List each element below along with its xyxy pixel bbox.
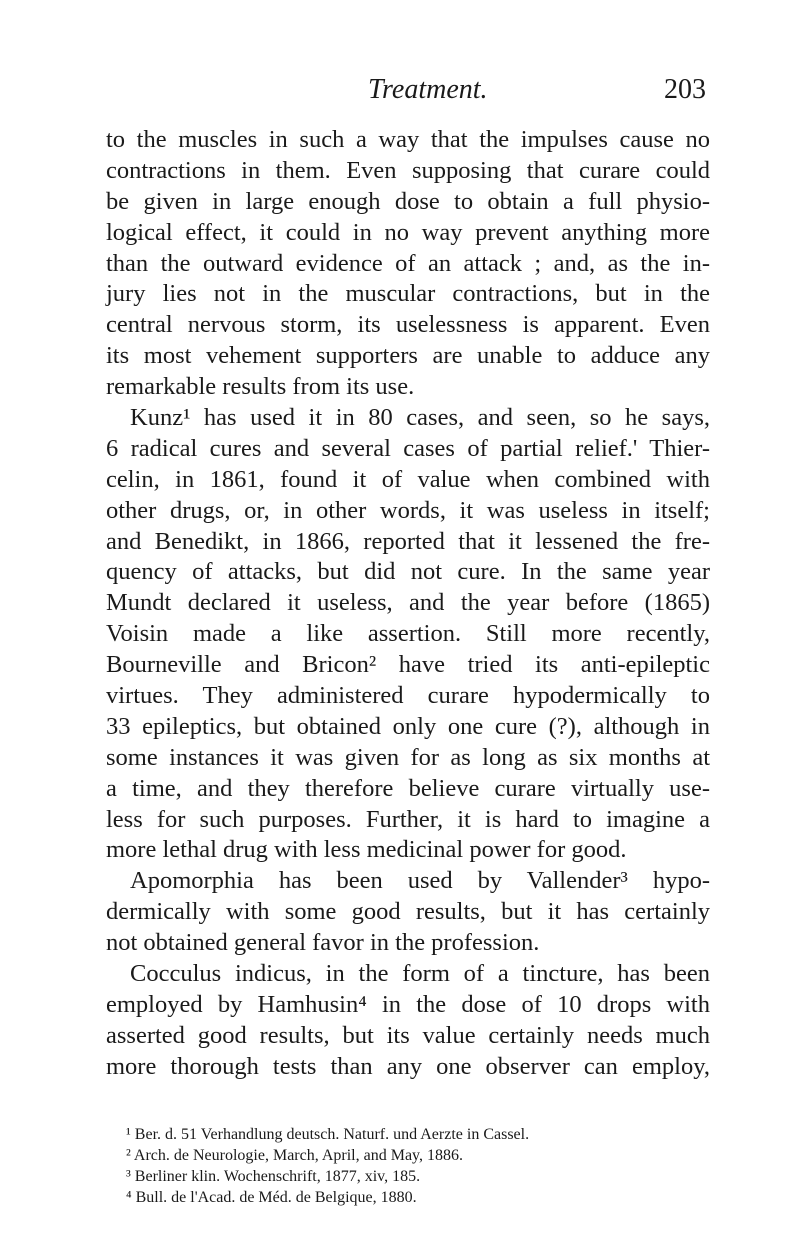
footnote: ¹ Ber. d. 51 Verhandlung deutsch. Naturf. und Aerzte in Cassel. <box>126 1126 530 1143</box>
text-line: Apomorphia has been used by Vallender³ hypo- <box>130 867 710 895</box>
text-line: more thorough tests than any one observer can employ, <box>106 1052 710 1080</box>
text-line: other drugs, or, in other words, it was useless in itself; <box>106 496 710 524</box>
text-line: contractions in them. Even supposing that curare could <box>106 156 710 184</box>
text-line: Bourneville and Bricon² have tried its anti-epileptic <box>106 651 710 679</box>
footnote: ⁴ Bull. de l'Acad. de Méd. de Belgique, 1880. <box>126 1189 417 1206</box>
footnote: ³ Berliner klin. Wochenschrift, 1877, xiv, 185. <box>126 1168 421 1185</box>
text-line: be given in large enough dose to obtain a full physio- <box>106 187 710 215</box>
running-title: Treatment. <box>368 74 488 105</box>
text-line: not obtained general favor in the profession. <box>106 929 540 957</box>
text-line: less for such purposes. Further, it is hard to imagine a <box>106 805 710 833</box>
text-line: central nervous storm, its uselessness is apparent. Even <box>106 311 710 339</box>
text-line: Voisin made a like assertion. Still more recently, <box>106 620 710 648</box>
footnotes <box>126 1124 686 1208</box>
text-line: celin, in 1861, found it of value when combined with <box>106 465 710 493</box>
text-line: dermically with some good results, but it has certainly <box>106 898 710 926</box>
page-number: 203 <box>664 74 706 105</box>
text-line: Cocculus indicus, in the form of a tincture, has been <box>130 960 710 988</box>
text-line: jury lies not in the muscular contractions, but in the <box>106 280 710 308</box>
text-line: employed by Hamhusin⁴ in the dose of 10 drops with <box>106 990 710 1018</box>
text-line: remarkable results from its use. <box>106 373 415 401</box>
text-line: more lethal drug with less medicinal power for good. <box>106 836 627 864</box>
text-line: some instances it was given for as long as six months at <box>106 743 710 771</box>
text-line: and Benedikt, in 1866, reported that it lessened the fre- <box>106 527 710 555</box>
text-line: quency of attacks, but did not cure. In the same year <box>106 558 710 586</box>
text-line: 6 radical cures and several cases of partial relief.' Thier- <box>106 434 710 462</box>
text-line: a time, and they therefore believe curare virtually use- <box>106 774 710 802</box>
footnote: ² Arch. de Neurologie, March, April, and May, 1886. <box>126 1147 464 1164</box>
text-line: its most vehement supporters are unable to adduce any <box>106 342 710 370</box>
body-text <box>106 125 710 1083</box>
text-line: to the muscles in such a way that the impulses cause no <box>106 126 710 153</box>
text-line: virtues. They administered curare hypodermically to <box>106 682 710 710</box>
running-head <box>106 70 706 110</box>
text-line: Mundt declared it useless, and the year before (1865) <box>106 589 710 617</box>
text-line: logical effect, it could in no way prevent anything more <box>106 218 710 246</box>
text-line: 33 epileptics, but obtained only one cure (?), although in <box>106 712 710 740</box>
text-line: than the outward evidence of an attack ; and, as the in- <box>106 249 710 277</box>
text-line: Kunz¹ has used it in 80 cases, and seen, so he says, <box>130 404 710 432</box>
text-line: asserted good results, but its value certainly needs much <box>106 1021 710 1049</box>
